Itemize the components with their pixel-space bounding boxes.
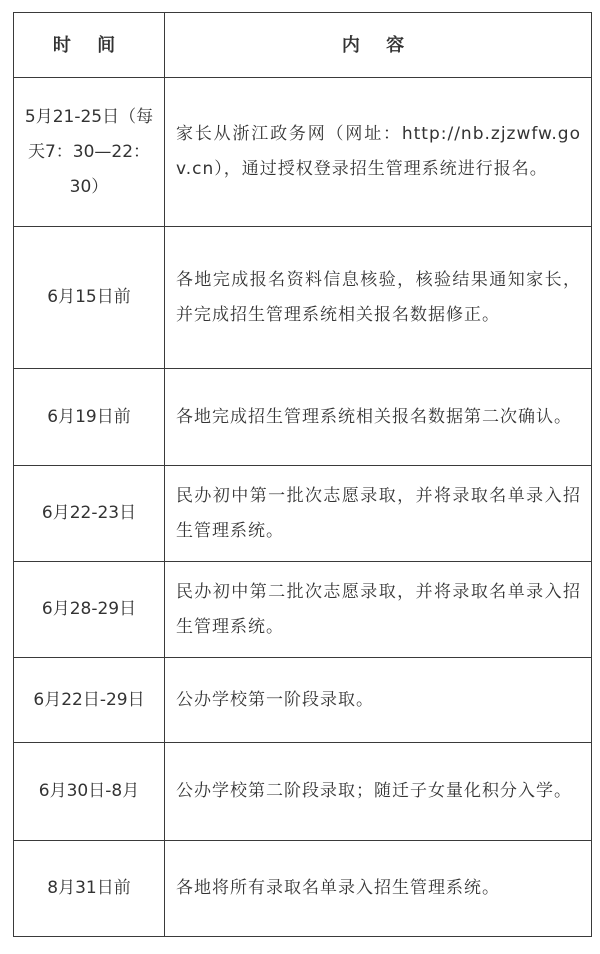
header-time: 时 间: [14, 13, 165, 78]
row-content: 家长从浙江政务网（网址：http://nb.zjzwfw.gov.cn），通过授权登录招生管理系统进行报名。: [165, 78, 592, 227]
table-row: [14, 466, 592, 562]
row-time: 5月21-25日（每天7：30—22：30）: [14, 78, 165, 227]
table-row: [14, 658, 592, 743]
table-row: [14, 743, 592, 841]
row-time: 8月31日前: [14, 841, 165, 937]
row-content: 公办学校第一阶段录取。: [165, 658, 592, 743]
row-content: 公办学校第二阶段录取；随迁子女量化积分入学。: [165, 743, 592, 841]
row-content: 民办初中第一批次志愿录取，并将录取名单录入招生管理系统。: [165, 466, 592, 562]
row-time: 6月30日-8月: [14, 743, 165, 841]
row-time: 6月22日-29日: [14, 658, 165, 743]
table-row: [14, 841, 592, 937]
row-time: 6月15日前: [14, 227, 165, 369]
row-content: 各地完成报名资料信息核验，核验结果通知家长，并完成招生管理系统相关报名数据修正。: [165, 227, 592, 369]
row-time: 6月28-29日: [14, 562, 165, 658]
row-time: 6月19日前: [14, 369, 165, 466]
row-content: 各地将所有录取名单录入招生管理系统。: [165, 841, 592, 937]
table-row: [14, 562, 592, 658]
row-time: 6月22-23日: [14, 466, 165, 562]
table-row: [14, 369, 592, 466]
schedule-table: [13, 12, 592, 937]
row-content: 各地完成招生管理系统相关报名数据第二次确认。: [165, 369, 592, 466]
header-content: 内 容: [165, 13, 592, 78]
table-row: [14, 227, 592, 369]
table-header-row: [14, 13, 592, 78]
table-row: [14, 78, 592, 227]
row-content: 民办初中第二批次志愿录取，并将录取名单录入招生管理系统。: [165, 562, 592, 658]
